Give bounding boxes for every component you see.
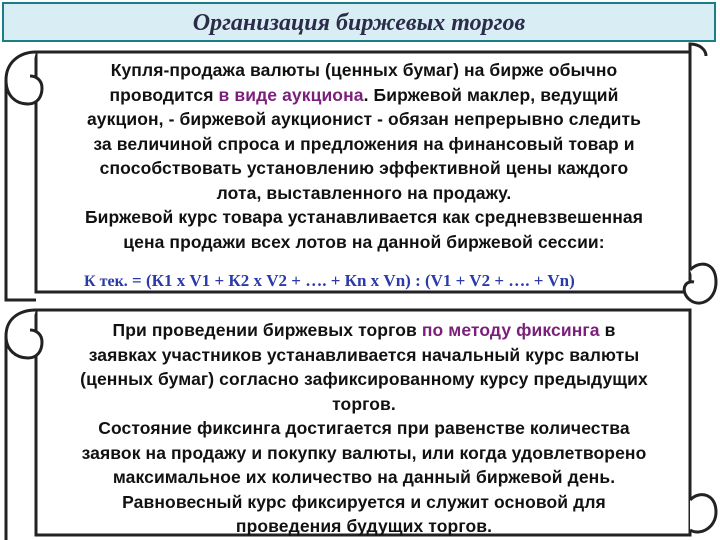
lower-line-1: При проведении биржевых торгов по методу фиксинга в xyxy=(112,320,616,340)
rate-formula xyxy=(84,271,575,291)
lower-line-7: максимальное их количество на данный биржевой день. xyxy=(112,467,616,487)
upper-line-5: способствовать установлению эффективной цены каждого xyxy=(99,158,629,178)
lower-line-9: проведения будущих торгов. xyxy=(235,516,493,536)
upper-line-8: цена продажи всех лотов на данной биржевой сессии: xyxy=(123,231,605,252)
lower-line-4: торгов. xyxy=(332,393,396,414)
upper-line-7: Биржевой курс товара устанавливается как средневзвешенная xyxy=(84,207,644,227)
lower-line-6: заявок на продажу и покупку валюты, или когда удовлетворено xyxy=(81,442,647,463)
formula-lhs: К тек. xyxy=(84,273,128,290)
lower-line-5: Состояние фиксинга достигается при равенстве количества xyxy=(98,418,630,438)
upper-line-4: за величиной спроса и предложения на финансовый товар и xyxy=(93,133,635,154)
lower-text xyxy=(40,318,688,539)
auction-highlight: в виде аукциона xyxy=(218,84,364,105)
lower-line-2: заявках участников устанавливается начальный курс валюты xyxy=(88,344,640,365)
upper-line-1: Купля-продажа валюты (ценных бумаг) на бирже обычно xyxy=(110,60,618,80)
lower-line-3: (ценных бумаг) согласно зафиксированному курсу предыдущих xyxy=(80,369,648,389)
slide-title: Организация биржевых торгов xyxy=(192,10,526,36)
upper-text xyxy=(40,58,688,254)
upper-line-6: лота, выставленного на продажу. xyxy=(216,182,512,203)
lower-line-8: Равновесный курс фиксируется и служит основой для xyxy=(122,491,606,512)
formula-rhs: (К1 х V1 + К2 х V2 + …. + Кn х Vn) : (V1 + V2 + …. + Vn) xyxy=(145,271,575,290)
fixing-highlight: по методу фиксинга xyxy=(421,320,600,340)
formula-eq: = xyxy=(127,271,146,290)
upper-line-3: аукцион, - биржевой аукционист - обязан непрерывно следить xyxy=(86,109,642,129)
upper-line-2: проводится в виде аукциона. Биржевой маклер, ведущий xyxy=(109,84,619,105)
